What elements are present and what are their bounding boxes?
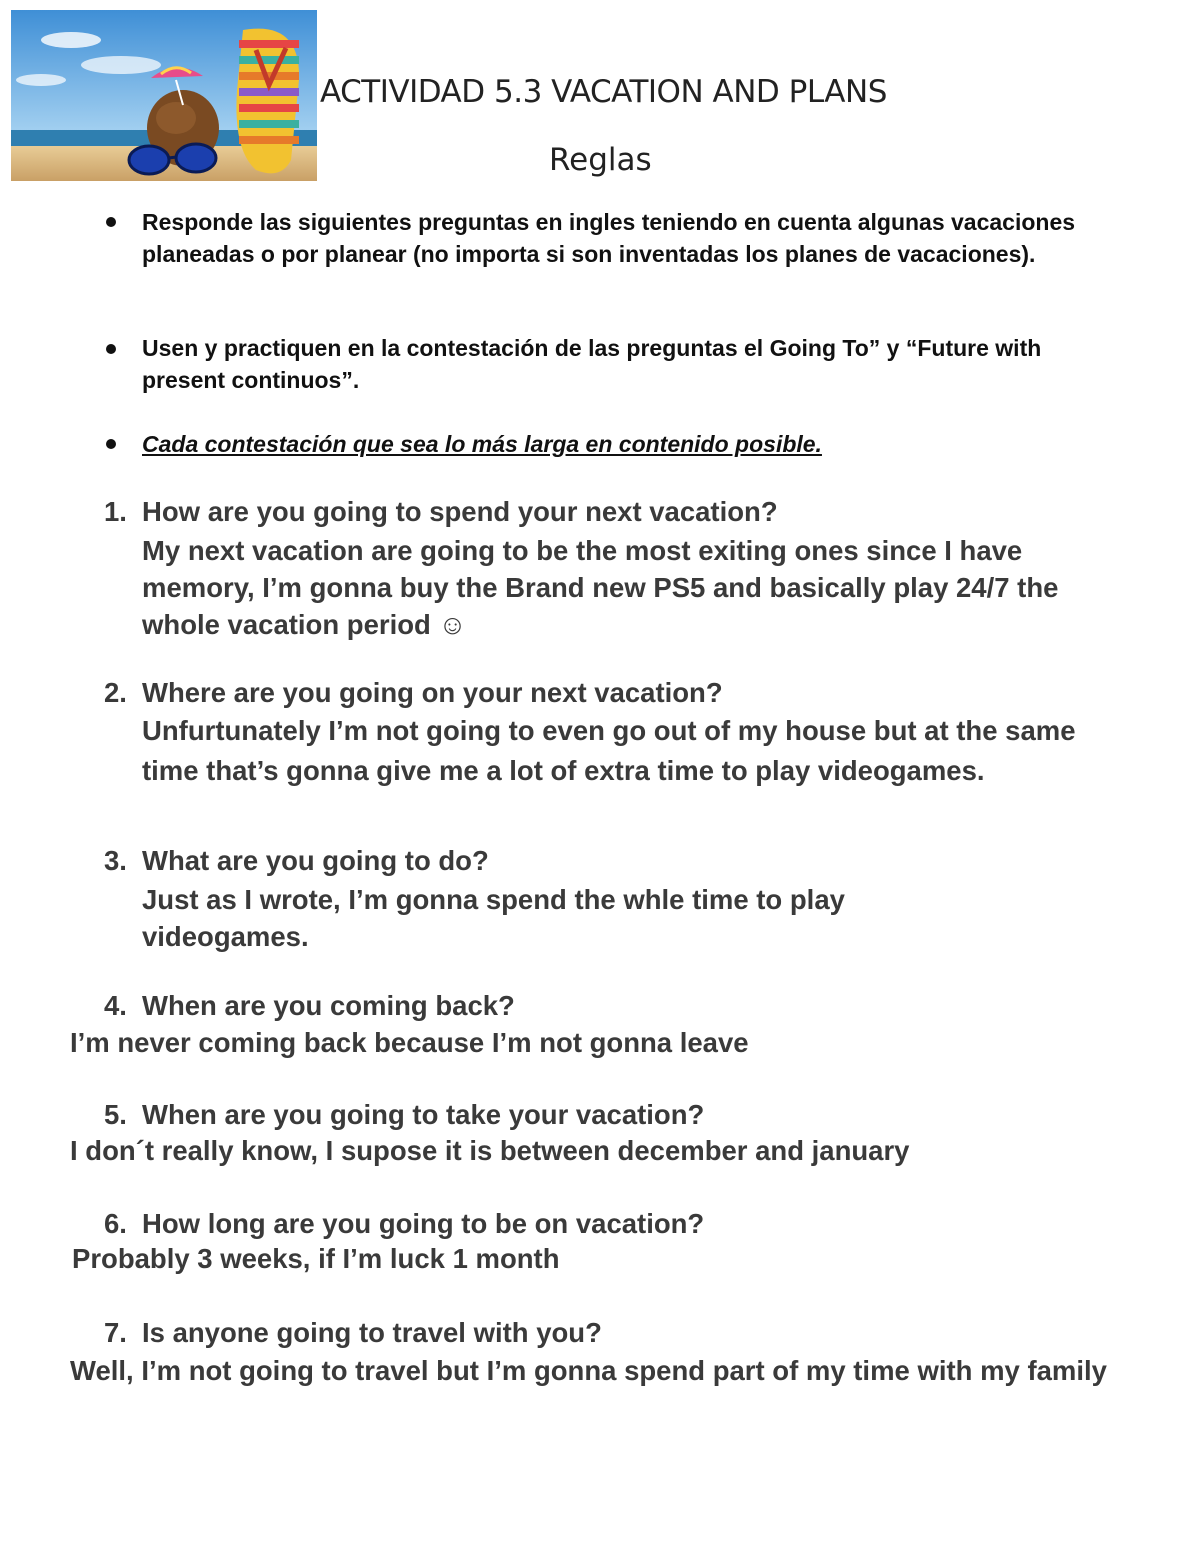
beach-illustration bbox=[11, 10, 317, 181]
rule-item-3: Cada contestación que sea lo más larga en contenido posible. bbox=[142, 431, 822, 457]
bullet-dot bbox=[106, 344, 116, 354]
question-text: What are you going to do? bbox=[142, 845, 489, 876]
question-number: 1. bbox=[104, 496, 127, 527]
answer-text: I don´t really know, I supose it is between december and january bbox=[70, 1135, 910, 1166]
answer-text: Just as I wrote, I’m gonna spend the whle time to play videogames. bbox=[142, 884, 845, 952]
question-text: When are you coming back? bbox=[142, 990, 515, 1021]
answer-text: Unfurtunately I’m not going to even go out of my house but at the same time that’s gonna give me a lot of extra time to play videogames. bbox=[142, 715, 1076, 786]
question-text: Is anyone going to travel with you? bbox=[142, 1317, 602, 1348]
page-subtitle: Reglas bbox=[549, 142, 652, 178]
question-text: Where are you going on your next vacation? bbox=[142, 677, 723, 708]
question-text: When are you going to take your vacation? bbox=[142, 1099, 705, 1130]
question-number: 5. bbox=[104, 1099, 127, 1130]
answer-text: Well, I’m not going to travel but I’m gonna spend part of my time with my family bbox=[70, 1355, 1107, 1386]
question-text: How long are you going to be on vacation? bbox=[142, 1208, 705, 1239]
question-number: 4. bbox=[104, 990, 127, 1021]
answer-text: I’m never coming back because I’m not gonna leave bbox=[70, 1027, 749, 1058]
page-title: ACTIVIDAD 5.3 VACATION AND PLANS bbox=[320, 74, 887, 110]
bullet-dot bbox=[106, 217, 116, 227]
question-number: 2. bbox=[104, 677, 127, 708]
answer-text: Probably 3 weeks, if I’m luck 1 month bbox=[72, 1243, 560, 1274]
question-number: 3. bbox=[104, 845, 127, 876]
question-number: 6. bbox=[104, 1208, 127, 1239]
answer-text: My next vacation are going to be the most exiting ones since I have memory, I’m gonna buy the Brand new PS5 and basically play 24/7 the whole vacation period ☺ bbox=[142, 535, 1059, 640]
bullet-dot bbox=[106, 439, 116, 449]
question-text: How are you going to spend your next vacation? bbox=[142, 496, 778, 527]
header-beach-image bbox=[11, 10, 317, 181]
question-number: 7. bbox=[104, 1317, 127, 1348]
rule-item-1: Responde las siguientes preguntas en ingles teniendo en cuenta algunas vacaciones planeadas o por planear (no importa si son inventadas los planes de vacaciones). bbox=[142, 209, 1076, 267]
rule-item-2: Usen y practiquen en la contestación de las preguntas el Going To” y “Future with present continuos”. bbox=[142, 335, 1042, 393]
